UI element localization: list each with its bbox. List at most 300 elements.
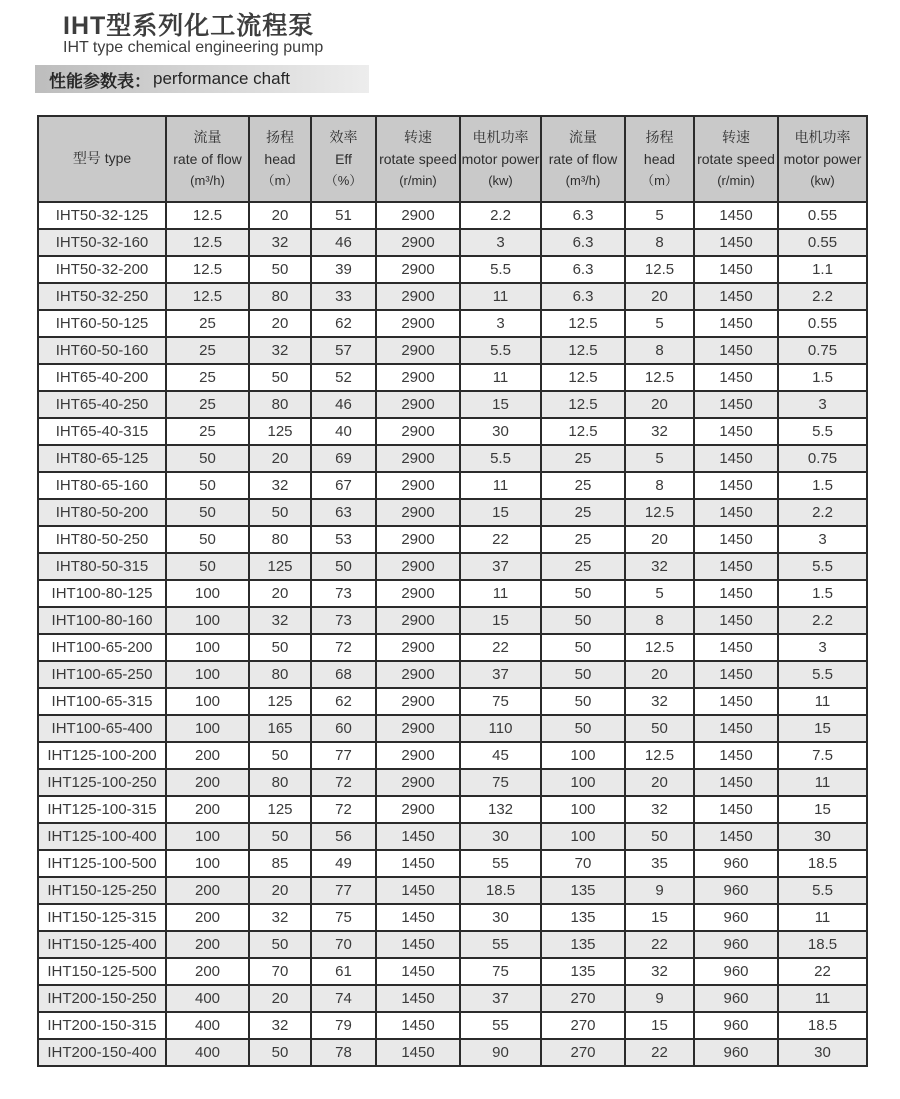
value-cell: 9	[625, 985, 694, 1012]
model-cell: IHT200-150-250	[38, 985, 166, 1012]
value-cell: 1450	[376, 958, 460, 985]
value-cell: 25	[541, 472, 625, 499]
page-title: IHT型系列化工流程泵	[63, 12, 315, 40]
value-cell: 1450	[694, 391, 778, 418]
value-cell: 8	[625, 607, 694, 634]
value-cell: 1450	[694, 661, 778, 688]
table-row	[38, 661, 867, 688]
table-row	[38, 472, 867, 499]
model-cell: IHT65-40-250	[38, 391, 166, 418]
column-header-8	[694, 116, 778, 202]
model-cell: IHT65-40-200	[38, 364, 166, 391]
table-row	[38, 553, 867, 580]
table-row	[38, 958, 867, 985]
value-cell: 2900	[376, 634, 460, 661]
value-cell: 960	[694, 850, 778, 877]
value-cell: 1450	[376, 1012, 460, 1039]
value-cell: 200	[166, 796, 249, 823]
value-cell: 78	[311, 1039, 376, 1066]
value-cell: 50	[541, 661, 625, 688]
value-cell: 32	[249, 1012, 311, 1039]
value-cell: 49	[311, 850, 376, 877]
value-cell: 400	[166, 1012, 249, 1039]
value-cell: 12.5	[166, 256, 249, 283]
value-cell: 60	[311, 715, 376, 742]
table-row	[38, 337, 867, 364]
value-cell: 2900	[376, 580, 460, 607]
value-cell: 15	[625, 1012, 694, 1039]
column-header-5	[460, 116, 541, 202]
value-cell: 125	[249, 796, 311, 823]
value-cell: 3	[460, 310, 541, 337]
column-header-9	[778, 116, 867, 202]
value-cell: 15	[778, 796, 867, 823]
column-header-line: 流量	[193, 129, 222, 146]
value-cell: 270	[541, 1012, 625, 1039]
value-cell: 1450	[694, 580, 778, 607]
table-row	[38, 445, 867, 472]
value-cell: 8	[625, 337, 694, 364]
value-cell: 2900	[376, 769, 460, 796]
value-cell: 80	[249, 661, 311, 688]
table-row	[38, 769, 867, 796]
section-header-bar	[35, 65, 369, 93]
value-cell: 53	[311, 526, 376, 553]
value-cell: 5	[625, 310, 694, 337]
value-cell: 1.5	[778, 364, 867, 391]
value-cell: 2.2	[778, 283, 867, 310]
value-cell: 20	[625, 283, 694, 310]
value-cell: 12.5	[625, 256, 694, 283]
value-cell: 2900	[376, 526, 460, 553]
value-cell: 1450	[376, 823, 460, 850]
column-header-line: 转速	[722, 129, 750, 146]
value-cell: 2900	[376, 310, 460, 337]
value-cell: 1450	[376, 877, 460, 904]
value-cell: 32	[249, 229, 311, 256]
value-cell: 5.5	[778, 661, 867, 688]
table-row	[38, 742, 867, 769]
value-cell: 30	[778, 1039, 867, 1066]
model-cell: IHT200-150-315	[38, 1012, 166, 1039]
value-cell: 2900	[376, 391, 460, 418]
column-header-type	[38, 116, 166, 202]
table-row	[38, 391, 867, 418]
value-cell: 2900	[376, 202, 460, 229]
value-cell: 50	[249, 256, 311, 283]
model-cell: IHT150-125-250	[38, 877, 166, 904]
column-header-2	[249, 116, 311, 202]
value-cell: 46	[311, 229, 376, 256]
value-cell: 12.5	[625, 499, 694, 526]
table-header	[38, 116, 867, 202]
value-cell: 1450	[694, 742, 778, 769]
table-row	[38, 985, 867, 1012]
value-cell: 2900	[376, 364, 460, 391]
value-cell: 960	[694, 1039, 778, 1066]
value-cell: 56	[311, 823, 376, 850]
table-row	[38, 310, 867, 337]
value-cell: 1450	[694, 283, 778, 310]
value-cell: 12.5	[166, 229, 249, 256]
column-header-7	[625, 116, 694, 202]
value-cell: 1450	[694, 364, 778, 391]
model-cell: IHT100-80-160	[38, 607, 166, 634]
value-cell: 100	[166, 661, 249, 688]
value-cell: 11	[778, 985, 867, 1012]
value-cell: 62	[311, 310, 376, 337]
table-row	[38, 715, 867, 742]
value-cell: 20	[625, 526, 694, 553]
table-row	[38, 634, 867, 661]
value-cell: 100	[541, 823, 625, 850]
column-header-line: rotate speed	[379, 150, 457, 167]
value-cell: 2900	[376, 445, 460, 472]
value-cell: 74	[311, 985, 376, 1012]
value-cell: 2900	[376, 472, 460, 499]
table-row	[38, 931, 867, 958]
value-cell: 1450	[694, 418, 778, 445]
value-cell: 2900	[376, 499, 460, 526]
value-cell: 22	[778, 958, 867, 985]
value-cell: 3	[460, 229, 541, 256]
value-cell: 5.5	[778, 553, 867, 580]
value-cell: 1450	[694, 229, 778, 256]
value-cell: 25	[166, 310, 249, 337]
value-cell: 135	[541, 931, 625, 958]
value-cell: 1450	[376, 985, 460, 1012]
value-cell: 100	[166, 715, 249, 742]
column-header-line: rate of flow	[173, 150, 242, 167]
value-cell: 50	[311, 553, 376, 580]
column-header-line: rate of flow	[548, 150, 618, 167]
value-cell: 37	[460, 985, 541, 1012]
column-header-line: (kw)	[488, 172, 513, 188]
model-cell: IHT50-32-160	[38, 229, 166, 256]
value-cell: 6.3	[541, 283, 625, 310]
value-cell: 100	[166, 607, 249, 634]
value-cell: 100	[166, 634, 249, 661]
value-cell: 2900	[376, 418, 460, 445]
value-cell: 32	[625, 418, 694, 445]
value-cell: 100	[166, 850, 249, 877]
value-cell: 15	[460, 607, 541, 634]
value-cell: 1450	[376, 931, 460, 958]
column-header-line: （m）	[261, 172, 299, 188]
model-cell: IHT150-125-400	[38, 931, 166, 958]
value-cell: 1450	[694, 256, 778, 283]
column-header-line: 型号 type	[72, 150, 132, 167]
value-cell: 2900	[376, 337, 460, 364]
value-cell: 12.5	[625, 742, 694, 769]
value-cell: 30	[778, 823, 867, 850]
value-cell: 2900	[376, 553, 460, 580]
value-cell: 100	[541, 742, 625, 769]
value-cell: 8	[625, 472, 694, 499]
column-header-line: (r/min)	[717, 172, 755, 188]
value-cell: 69	[311, 445, 376, 472]
value-cell: 30	[460, 823, 541, 850]
value-cell: 11	[778, 904, 867, 931]
value-cell: 45	[460, 742, 541, 769]
table-row	[38, 229, 867, 256]
value-cell: 32	[249, 904, 311, 931]
value-cell: 125	[249, 688, 311, 715]
table-row	[38, 688, 867, 715]
section-label-en: performance chaft	[153, 69, 291, 88]
value-cell: 18.5	[778, 1012, 867, 1039]
value-cell: 20	[249, 310, 311, 337]
value-cell: 5	[625, 202, 694, 229]
value-cell: 1450	[694, 202, 778, 229]
value-cell: 18.5	[778, 931, 867, 958]
value-cell: 55	[460, 931, 541, 958]
value-cell: 12.5	[541, 418, 625, 445]
value-cell: 1450	[376, 904, 460, 931]
value-cell: 1450	[694, 769, 778, 796]
model-cell: IHT125-100-315	[38, 796, 166, 823]
value-cell: 1450	[694, 337, 778, 364]
column-header-line: (m³/h)	[565, 172, 601, 188]
page-subtitle: IHT type chemical engineering pump	[63, 39, 324, 56]
value-cell: 50	[166, 499, 249, 526]
value-cell: 2.2	[778, 499, 867, 526]
value-cell: 72	[311, 769, 376, 796]
model-cell: IHT200-150-400	[38, 1039, 166, 1066]
value-cell: 25	[541, 499, 625, 526]
value-cell: 11	[460, 364, 541, 391]
value-cell: 50	[541, 580, 625, 607]
value-cell: 12.5	[166, 283, 249, 310]
model-cell: IHT65-40-315	[38, 418, 166, 445]
value-cell: 18.5	[460, 877, 541, 904]
value-cell: 5	[625, 445, 694, 472]
value-cell: 6.3	[541, 202, 625, 229]
value-cell: 1450	[694, 796, 778, 823]
model-cell: IHT60-50-160	[38, 337, 166, 364]
value-cell: 270	[541, 1039, 625, 1066]
value-cell: 75	[460, 769, 541, 796]
value-cell: 77	[311, 877, 376, 904]
value-cell: 57	[311, 337, 376, 364]
table-row	[38, 904, 867, 931]
value-cell: 70	[311, 931, 376, 958]
value-cell: 20	[249, 202, 311, 229]
column-header-line: 扬程	[645, 129, 674, 146]
value-cell: 165	[249, 715, 311, 742]
value-cell: 15	[625, 904, 694, 931]
table-row	[38, 1012, 867, 1039]
model-cell: IHT150-125-500	[38, 958, 166, 985]
value-cell: 75	[460, 958, 541, 985]
value-cell: 2900	[376, 661, 460, 688]
table-row	[38, 1039, 867, 1066]
value-cell: 80	[249, 526, 311, 553]
value-cell: 1450	[694, 715, 778, 742]
value-cell: 12.5	[541, 337, 625, 364]
value-cell: 1450	[694, 607, 778, 634]
value-cell: 3	[778, 634, 867, 661]
value-cell: 75	[460, 688, 541, 715]
value-cell: 11	[460, 580, 541, 607]
value-cell: 11	[778, 688, 867, 715]
value-cell: 80	[249, 283, 311, 310]
value-cell: 52	[311, 364, 376, 391]
value-cell: 20	[625, 661, 694, 688]
value-cell: 50	[166, 526, 249, 553]
table-row	[38, 796, 867, 823]
value-cell: 73	[311, 607, 376, 634]
value-cell: 125	[249, 553, 311, 580]
value-cell: 2.2	[778, 607, 867, 634]
value-cell: 2900	[376, 607, 460, 634]
value-cell: 200	[166, 904, 249, 931]
column-header-line: Eff	[335, 150, 352, 167]
value-cell: 32	[625, 796, 694, 823]
model-cell: IHT125-100-250	[38, 769, 166, 796]
value-cell: 62	[311, 688, 376, 715]
column-header-line: 效率	[329, 129, 358, 146]
value-cell: 0.55	[778, 202, 867, 229]
value-cell: 200	[166, 931, 249, 958]
value-cell: 22	[625, 931, 694, 958]
table-row	[38, 418, 867, 445]
value-cell: 79	[311, 1012, 376, 1039]
value-cell: 15	[460, 391, 541, 418]
value-cell: 50	[249, 499, 311, 526]
table-row	[38, 499, 867, 526]
value-cell: 3	[778, 526, 867, 553]
value-cell: 50	[541, 634, 625, 661]
value-cell: 50	[249, 823, 311, 850]
header-row	[38, 116, 867, 202]
section-label-cn: 性能参数表：	[49, 71, 151, 91]
value-cell: 22	[460, 634, 541, 661]
value-cell: 2900	[376, 283, 460, 310]
value-cell: 50	[541, 688, 625, 715]
value-cell: 33	[311, 283, 376, 310]
value-cell: 1450	[694, 472, 778, 499]
value-cell: 5.5	[460, 256, 541, 283]
value-cell: 200	[166, 742, 249, 769]
value-cell: 46	[311, 391, 376, 418]
value-cell: 40	[311, 418, 376, 445]
table-row	[38, 283, 867, 310]
value-cell: 50	[249, 634, 311, 661]
value-cell: 1450	[694, 445, 778, 472]
value-cell: 80	[249, 769, 311, 796]
value-cell: 960	[694, 904, 778, 931]
value-cell: 15	[778, 715, 867, 742]
value-cell: 25	[541, 553, 625, 580]
value-cell: 22	[460, 526, 541, 553]
value-cell: 20	[625, 769, 694, 796]
value-cell: 2900	[376, 715, 460, 742]
value-cell: 5.5	[460, 337, 541, 364]
value-cell: 400	[166, 1039, 249, 1066]
table-row	[38, 526, 867, 553]
value-cell: 125	[249, 418, 311, 445]
value-cell: 25	[166, 391, 249, 418]
value-cell: 5.5	[778, 418, 867, 445]
value-cell: 12.5	[541, 364, 625, 391]
value-cell: 18.5	[778, 850, 867, 877]
value-cell: 12.5	[541, 310, 625, 337]
value-cell: 1450	[694, 823, 778, 850]
column-header-line: (r/min)	[399, 172, 437, 188]
value-cell: 67	[311, 472, 376, 499]
value-cell: 1.5	[778, 472, 867, 499]
value-cell: 12.5	[541, 391, 625, 418]
model-cell: IHT100-65-250	[38, 661, 166, 688]
value-cell: 1450	[694, 526, 778, 553]
value-cell: 32	[625, 553, 694, 580]
value-cell: 1450	[694, 634, 778, 661]
model-cell: IHT125-100-400	[38, 823, 166, 850]
value-cell: 15	[460, 499, 541, 526]
column-header-line: head	[264, 150, 296, 167]
model-cell: IHT100-65-400	[38, 715, 166, 742]
model-cell: IHT80-50-315	[38, 553, 166, 580]
value-cell: 11	[460, 283, 541, 310]
value-cell: 63	[311, 499, 376, 526]
value-cell: 20	[249, 445, 311, 472]
table-body	[38, 202, 867, 1066]
column-header-line: (kw)	[810, 172, 835, 188]
value-cell: 5.5	[460, 445, 541, 472]
value-cell: 960	[694, 958, 778, 985]
value-cell: 25	[541, 445, 625, 472]
value-cell: 200	[166, 958, 249, 985]
column-header-line: （%）	[324, 172, 363, 188]
table-row	[38, 580, 867, 607]
column-header-line: motor power	[461, 150, 540, 167]
value-cell: 100	[166, 823, 249, 850]
value-cell: 75	[311, 904, 376, 931]
value-cell: 32	[625, 688, 694, 715]
column-header-1	[166, 116, 249, 202]
value-cell: 39	[311, 256, 376, 283]
value-cell: 20	[625, 391, 694, 418]
value-cell: 32	[625, 958, 694, 985]
value-cell: 960	[694, 1012, 778, 1039]
model-cell: IHT60-50-125	[38, 310, 166, 337]
value-cell: 0.55	[778, 229, 867, 256]
value-cell: 1450	[376, 1039, 460, 1066]
value-cell: 11	[778, 769, 867, 796]
value-cell: 1450	[694, 499, 778, 526]
value-cell: 50	[166, 445, 249, 472]
value-cell: 1450	[694, 310, 778, 337]
model-cell: IHT80-65-160	[38, 472, 166, 499]
value-cell: 50	[166, 472, 249, 499]
value-cell: 70	[541, 850, 625, 877]
value-cell: 20	[249, 877, 311, 904]
value-cell: 1450	[376, 850, 460, 877]
value-cell: 12.5	[166, 202, 249, 229]
column-header-line: motor power	[783, 150, 862, 167]
value-cell: 2900	[376, 229, 460, 256]
model-cell: IHT80-65-125	[38, 445, 166, 472]
value-cell: 135	[541, 904, 625, 931]
column-header-line: 扬程	[266, 129, 294, 146]
performance-table	[37, 115, 868, 1067]
value-cell: 20	[249, 985, 311, 1012]
value-cell: 51	[311, 202, 376, 229]
value-cell: 32	[249, 607, 311, 634]
value-cell: 960	[694, 931, 778, 958]
value-cell: 200	[166, 877, 249, 904]
